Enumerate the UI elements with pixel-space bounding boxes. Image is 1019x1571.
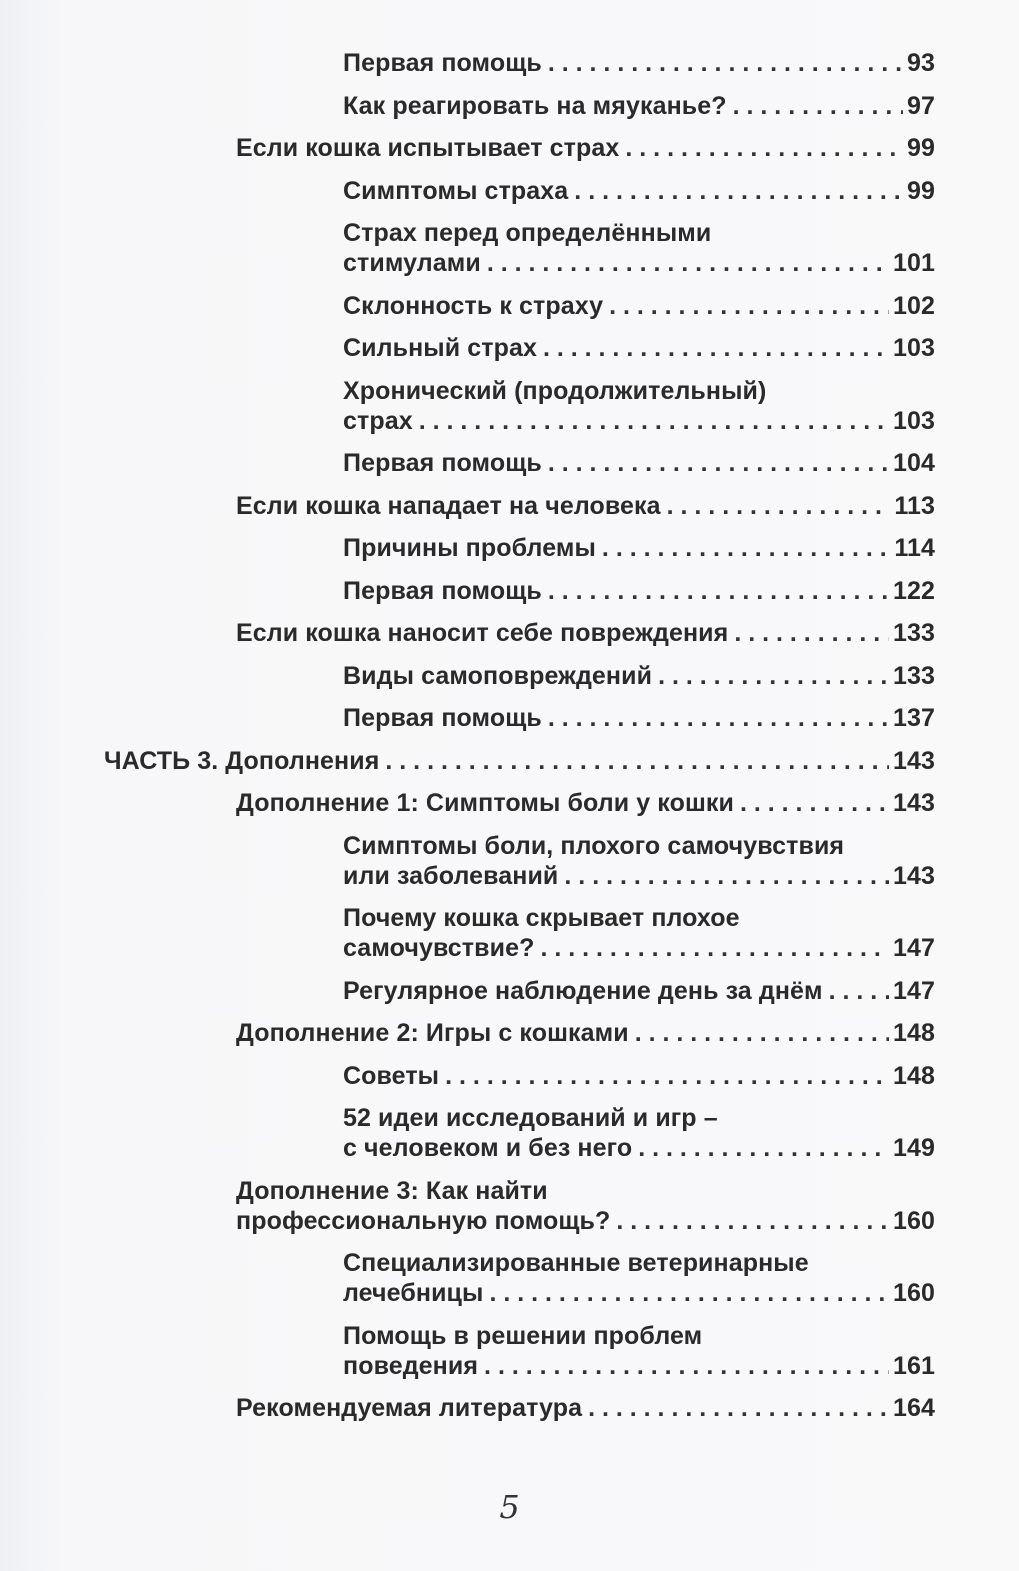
dot-leader — [616, 1206, 889, 1236]
toc-entry-page: 103 — [892, 406, 935, 435]
toc-entry-title: Рекомендуемая литература — [236, 1394, 583, 1422]
toc-entry-page: 137 — [892, 704, 935, 732]
dot-leader — [445, 1061, 889, 1091]
toc-entry-page: 133 — [892, 619, 935, 647]
dot-leader — [609, 291, 889, 321]
toc-entry — [343, 48, 935, 78]
dot-leader — [540, 933, 889, 963]
toc-entry — [343, 661, 935, 691]
toc-entry — [236, 618, 935, 648]
toc-entry — [343, 533, 935, 563]
toc-entry-page: 99 — [906, 134, 935, 162]
dot-leader — [658, 661, 889, 691]
toc-entry — [236, 788, 935, 818]
toc-entry — [343, 218, 935, 278]
toc-entry-title-line: Помощь в решении проблем — [343, 1321, 703, 1350]
toc-entry — [343, 576, 935, 606]
dot-leader — [548, 703, 889, 733]
toc-entry-title-line: Дополнение 3: Как найти — [236, 1176, 548, 1205]
toc-entry — [236, 491, 935, 521]
toc-entry-page: 160 — [892, 1279, 935, 1307]
toc-entry-page: 99 — [906, 176, 935, 205]
toc-entry — [343, 903, 935, 963]
dot-leader — [487, 248, 889, 278]
toc-entry — [343, 831, 935, 891]
toc-entry-title: самочувствие? — [343, 934, 535, 962]
toc-entry-title: Как реагировать на мяуканье? — [343, 91, 727, 120]
toc-entry-title: поведения — [343, 1351, 479, 1380]
toc-entry-page: 103 — [892, 334, 935, 362]
toc-entry — [343, 176, 935, 206]
toc-entry-page: 113 — [894, 491, 935, 520]
toc-entry-page: 164 — [892, 1394, 935, 1422]
toc-entry-title: профессиональную помощь? — [236, 1206, 611, 1235]
toc-entry — [343, 703, 935, 733]
toc-entry — [343, 91, 935, 121]
dot-leader — [489, 1278, 889, 1308]
page-number: 5 — [499, 1488, 520, 1526]
dot-leader — [385, 746, 889, 776]
toc-entry-page: 114 — [894, 534, 935, 562]
toc-entry-title: Если кошка нападает на человека — [236, 491, 661, 520]
dot-leader — [734, 618, 889, 648]
toc-entry — [343, 1103, 935, 1163]
toc-entry-page: 93 — [906, 49, 935, 77]
toc-entry-page: 101 — [892, 249, 935, 277]
toc-entry — [343, 376, 935, 436]
toc-entry — [343, 1321, 935, 1381]
toc-entry-title: Первая помощь — [343, 576, 542, 605]
toc-entry-title: с человеком и без него — [343, 1134, 633, 1162]
toc-entry-title: Советы — [343, 1061, 440, 1090]
dot-leader — [564, 861, 889, 891]
toc-entry-title-line: Почему кошка скрывает плохое — [343, 904, 740, 932]
toc-entry-title: Симптомы страха — [343, 176, 569, 205]
toc-entry-page: 161 — [892, 1351, 935, 1380]
toc-entry-title: Первая помощь — [343, 49, 542, 77]
dot-leader — [548, 576, 889, 606]
toc-entry-title: или заболеваний — [343, 861, 559, 890]
toc-entry — [236, 1393, 935, 1423]
toc-entry — [343, 291, 935, 321]
toc-entry-page: 133 — [892, 661, 935, 690]
dot-leader — [829, 976, 889, 1006]
toc-entry-page: 143 — [892, 746, 935, 775]
toc-entry-title: Причины проблемы — [343, 534, 596, 562]
toc-entry-title-line: Страх перед определёнными — [343, 219, 712, 247]
toc-entry-title-line: Симптомы боли, плохого самочувствия — [343, 831, 845, 860]
toc-entry — [343, 448, 935, 478]
toc-entry-title-line: Специализированные ветеринарные — [343, 1249, 809, 1277]
toc-entry-page: 104 — [892, 449, 935, 477]
toc-entry-title: Дополнение 1: Симптомы боли у кошки — [236, 789, 734, 817]
dot-leader — [638, 1133, 889, 1163]
dot-leader — [625, 133, 903, 163]
dot-leader — [484, 1351, 889, 1381]
toc-entry — [343, 333, 935, 363]
toc-entry-title: Регулярное наблюдение день за днём — [343, 976, 823, 1005]
dot-leader — [419, 406, 889, 436]
toc-entry-page: 102 — [892, 291, 935, 320]
toc-entry-page: 148 — [892, 1061, 935, 1090]
toc-entry-page: 143 — [892, 789, 935, 817]
dot-leader — [588, 1393, 889, 1423]
toc-entry — [343, 1061, 935, 1091]
toc-entry-title: ЧАСТЬ 3. Дополнения — [104, 746, 380, 775]
toc-entry-page: 149 — [892, 1134, 935, 1162]
dot-leader — [543, 333, 889, 363]
toc-entry-page: 122 — [892, 576, 935, 605]
toc-entry-title-line: 52 идеи исследований и игр – — [343, 1104, 718, 1132]
dot-leader — [667, 491, 891, 521]
toc-entry-title: Если кошка испытывает страх — [236, 134, 620, 162]
toc-entry-title: Виды самоповреждений — [343, 661, 653, 690]
toc-entry-page: 148 — [892, 1019, 935, 1047]
toc-entry-title: Сильный страх — [343, 334, 537, 362]
toc-entry-title: стимулами — [343, 249, 481, 277]
toc-entry-title: страх — [343, 406, 413, 435]
toc-entry-title-line: Хронический (продолжительный) — [343, 376, 767, 405]
toc-entry-page: 160 — [892, 1206, 935, 1235]
toc-entry — [236, 1018, 935, 1048]
dot-leader — [574, 176, 903, 206]
toc-entry — [236, 1176, 935, 1236]
toc-entry-title: лечебницы — [343, 1279, 484, 1307]
toc-entry-title: Склонность к страху — [343, 291, 604, 320]
toc-entry-title: Первая помощь — [343, 704, 542, 732]
dot-leader — [548, 48, 903, 78]
toc-entry-page: 143 — [892, 861, 935, 890]
dot-leader — [635, 1018, 889, 1048]
toc-entry-title: Если кошка наносит себе повреждения — [236, 619, 729, 647]
toc-entry-page: 147 — [892, 934, 935, 962]
toc-entry-title: Дополнение 2: Игры с кошками — [236, 1019, 629, 1047]
toc-entry-page: 97 — [906, 91, 935, 120]
toc-entry — [236, 133, 935, 163]
dot-leader — [733, 91, 903, 121]
toc-entry-title: Первая помощь — [343, 449, 542, 477]
dot-leader — [740, 788, 889, 818]
toc-entry-page: 147 — [892, 976, 935, 1005]
dot-leader — [548, 448, 889, 478]
toc-entry — [104, 746, 935, 776]
table-of-contents — [0, 48, 1019, 1436]
toc-entry — [343, 1248, 935, 1308]
dot-leader — [602, 533, 890, 563]
toc-entry — [343, 976, 935, 1006]
